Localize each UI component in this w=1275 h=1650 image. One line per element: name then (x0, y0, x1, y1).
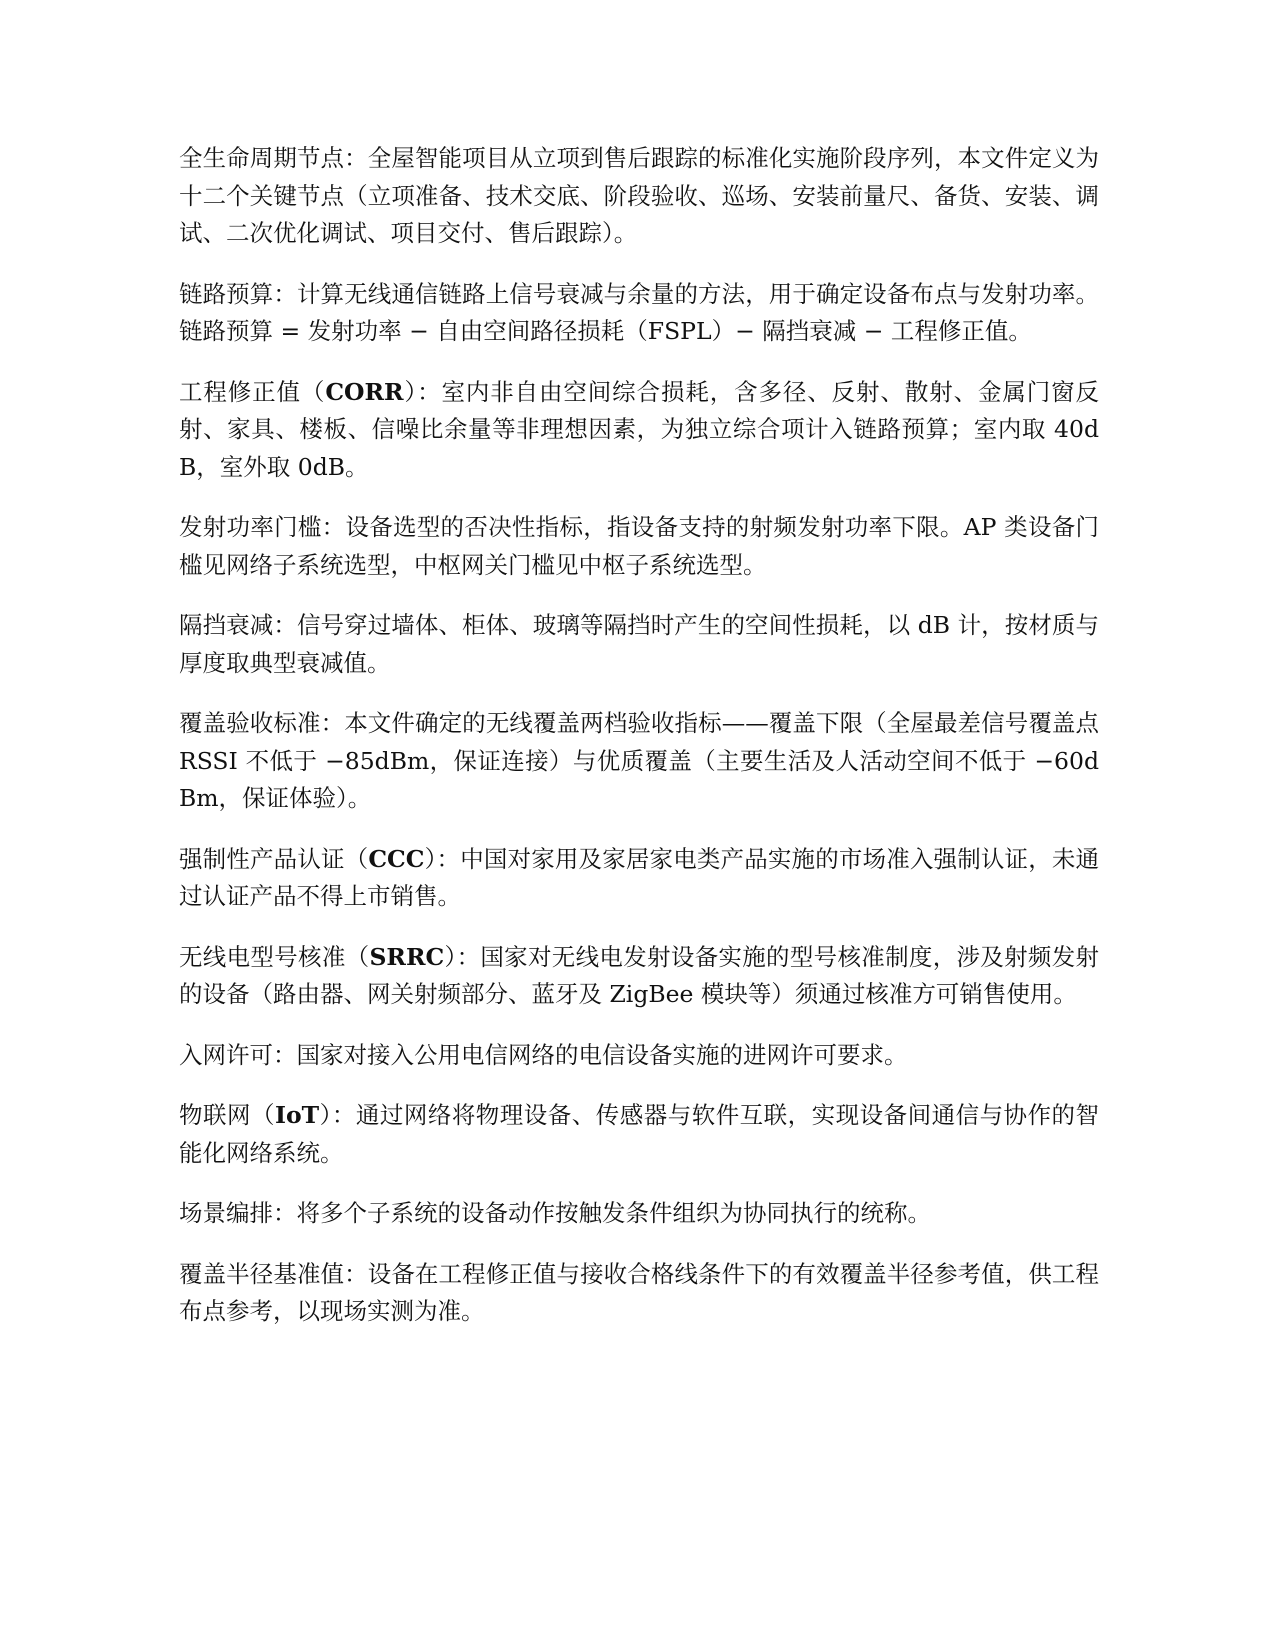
term-label: 入网许可 (179, 1040, 273, 1069)
term-separator: ： (344, 1259, 368, 1288)
term-label: 强制性产品认证（ (179, 844, 369, 873)
term-label: 发射功率门槛 (179, 513, 322, 541)
term-definition: 计算无线通信链路上信号衰减与余量的方法，用于确定设备布点与发射功率。链路预算 = 发射功率 − 自由空间路径损耗（FSPL）− 隔挡衰减 − 工程修正值。 (179, 279, 1100, 345)
term-label: 链路预算 (179, 279, 274, 308)
term-definition: 中国对家用及家居家电类产品实施的市场准入强制认证，未通过认证产品不得上市销售。 (179, 844, 1100, 910)
term-label: 物联网（ (179, 1101, 275, 1129)
term-separator: ： (436, 844, 461, 873)
term-label: 全生命周期节点 (179, 144, 345, 172)
term-label-close: ） (403, 377, 418, 406)
glossary-entry-tx-power-threshold (179, 509, 1099, 584)
glossary-entry-iot (179, 1097, 1099, 1172)
term-definition: 室内非自由空间综合损耗，含多径、反射、散射、金属门窗反射、家具、楼板、信噪比余量等非理想因素，为独立综合项计入链路预算；室内取 40dB，室外取 0dB。 (179, 377, 1100, 481)
term-separator: ： (456, 942, 481, 971)
glossary-entry-coverage-acceptance (179, 705, 1099, 818)
term-abbreviation: IoT (274, 1101, 320, 1129)
term-abbreviation: SRRC (369, 942, 445, 971)
term-separator: ： (417, 377, 442, 406)
term-label: 无线电型号核准（ (179, 942, 370, 971)
glossary-entry-ccc (179, 841, 1099, 916)
term-label-close: ） (424, 844, 437, 873)
glossary-entry-obstruction-loss (179, 607, 1099, 682)
term-label: 工程修正值（ (179, 377, 326, 406)
glossary-entry-corr (179, 374, 1099, 487)
term-separator: ： (273, 279, 297, 308)
glossary-entry-coverage-radius (179, 1256, 1099, 1331)
term-label-close: ） (319, 1101, 332, 1129)
document-page (179, 140, 1099, 1354)
term-separator: ： (273, 1040, 297, 1069)
glossary-entry-lifecycle-nodes (179, 140, 1099, 253)
term-definition: 设备选型的否决性指标，指设备支持的射频发射功率下限。AP 类设备门槛见网络子系统选型，中枢网关门槛见中枢子系统选型。 (179, 513, 1100, 579)
glossary-entry-srrc (179, 939, 1099, 1014)
term-label: 覆盖验收标准 (179, 709, 321, 737)
term-definition: 国家对无线电发射设备实施的型号核准制度，涉及射频发射的设备（路由器、网关射频部分、蓝牙及 ZigBee 模块等）须通过核准方可销售使用。 (179, 942, 1100, 1008)
term-label-close: ） (444, 942, 457, 971)
glossary-entry-link-budget (179, 276, 1099, 351)
term-definition: 将多个子系统的设备动作按触发条件组织为协同执行的统称。 (296, 1199, 931, 1227)
term-definition: 全屋智能项目从立项到售后跟踪的标准化实施阶段序列，本文件定义为十二个关键节点（立项准备、技术交底、阶段验收、巡场、安装前量尺、备货、安装、调试、二次优化调试、项目交付、售后跟踪）。 (179, 144, 1100, 247)
term-definition: 本文件确定的无线覆盖两档验收指标——覆盖下限（全屋最差信号覆盖点 RSSI 不低于 −85dBm，保证连接）与优质覆盖（主要生活及人活动空间不低于 −60dBm，保证体验）。 (179, 709, 1100, 812)
glossary-entry-network-access-license (179, 1037, 1099, 1075)
term-abbreviation: CCC (368, 844, 425, 873)
term-definition: 国家对接入公用电信网络的电信设备实施的进网许可要求。 (296, 1040, 908, 1069)
term-label: 隔挡衰减 (179, 611, 274, 639)
term-separator: ： (320, 709, 345, 737)
glossary-entry-scene-orchestration (179, 1195, 1099, 1233)
term-definition: 通过网络将物理设备、传感器与软件互联，实现设备间通信与协作的智能化网络系统。 (179, 1101, 1100, 1167)
term-label: 场景编排 (179, 1199, 273, 1227)
term-separator: ： (331, 1101, 356, 1129)
term-definition: 信号穿过墙体、柜体、玻璃等隔挡时产生的空间性损耗，以 dB 计，按材质与厚度取典型衰减值。 (179, 611, 1099, 677)
term-separator: ： (273, 611, 297, 639)
term-label: 覆盖半径基准值 (179, 1259, 345, 1288)
term-abbreviation: CORR (325, 377, 404, 406)
term-definition: 设备在工程修正值与接收合格线条件下的有效覆盖半径参考值，供工程布点参考，以现场实测为准。 (179, 1259, 1100, 1325)
term-separator: ： (273, 1199, 297, 1227)
term-separator: ： (344, 144, 368, 172)
term-separator: ： (321, 513, 346, 541)
